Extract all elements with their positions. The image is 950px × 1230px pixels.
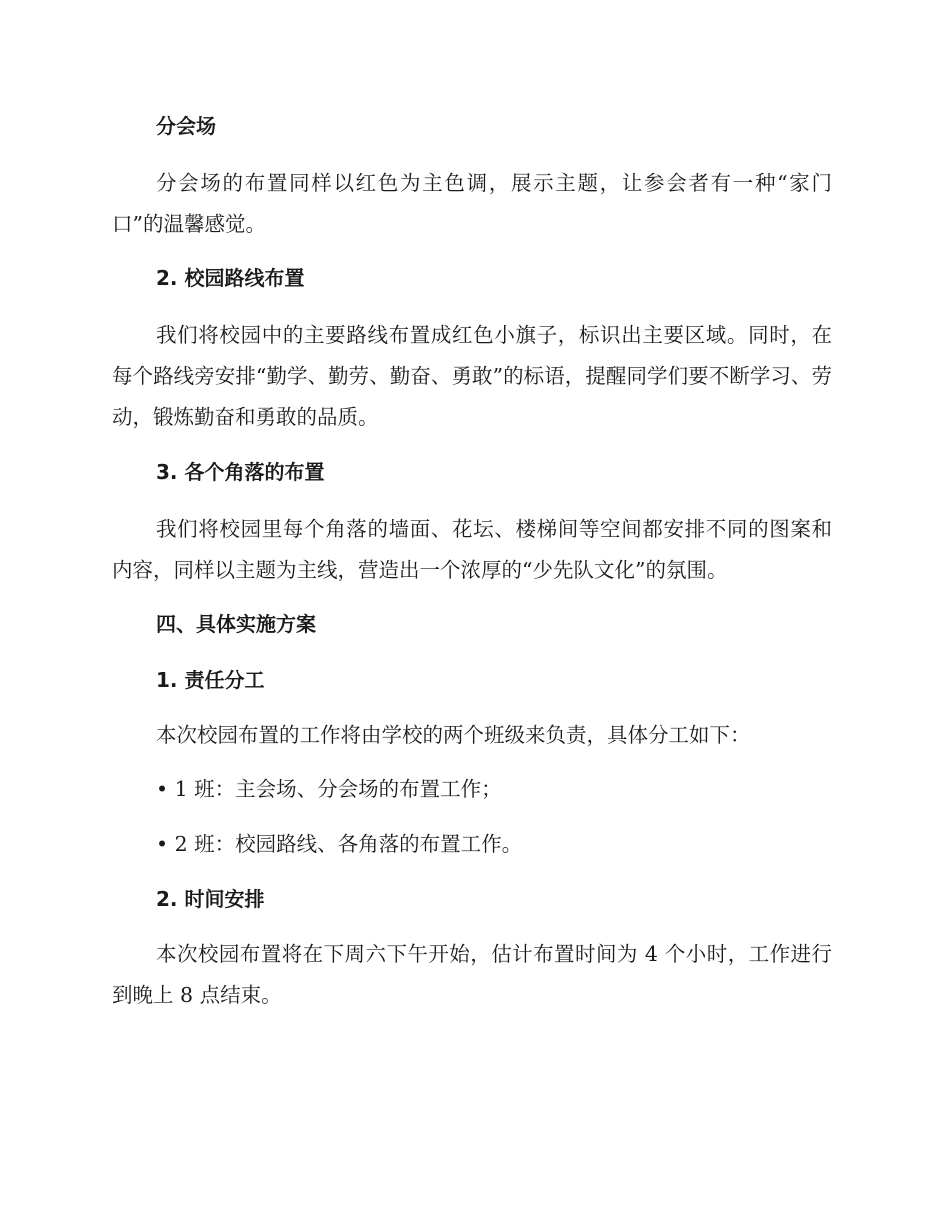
paragraph-corners: 我们将校园里每个角落的墙面、花坛、楼梯间等空间都安排不同的图案和内容，同样以主题为主线，营造出一个浓厚的“少先队文化”的氛围。 (112, 517, 832, 582)
section-heading-sub-venue: 分会场 (156, 114, 216, 138)
paragraph-responsibilities: 本次校园布置的工作将由学校的两个班级来负责，具体分工如下： (156, 723, 751, 747)
paragraph-schedule: 本次校园布置将在下周六下午开始，估计布置时间为 4 个小时，工作进行到晚上 8 点结束。 (112, 942, 832, 1007)
section-heading-implementation: 四、具体实施方案 (156, 612, 316, 636)
paragraph-sub-venue: 分会场的布置同样以红色为主色调，展示主题，让参会者有一种“家门口”的温馨感觉。 (112, 171, 832, 236)
section-heading-campus-routes: 2. 校园路线布置 (156, 266, 305, 290)
section-heading-schedule: 2. 时间安排 (156, 887, 265, 911)
section-heading-corners: 3. 各个角落的布置 (156, 460, 325, 484)
section-heading-responsibilities: 1. 责任分工 (156, 668, 265, 692)
paragraph-campus-routes: 我们将校园中的主要路线布置成红色小旗子，标识出主要区域。同时，在每个路线旁安排“勤学、勤劳、勤奋、勇敢”的标语，提醒同学们要不断学习、劳动，锻炼勤奋和勇敢的品质。 (112, 323, 832, 429)
list-item-class-1: • 1 班：主会场、分会场的布置工作； (156, 777, 502, 801)
list-item-class-2: • 2 班：校园路线、各角落的布置工作。 (156, 832, 523, 856)
